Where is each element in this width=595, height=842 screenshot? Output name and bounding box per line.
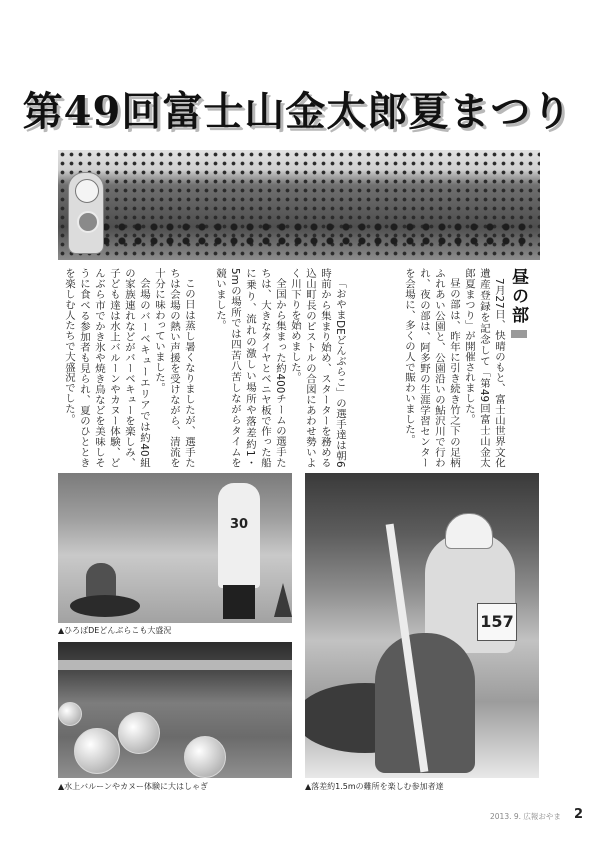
rafting-caption: ▲落差約1.5mの難所を楽しむ参加者達 [305,782,444,791]
water-balloon [118,712,160,754]
runner-bib-number: 30 [229,517,249,532]
rafter-bib-number: 157 [477,603,517,641]
water-balloon [74,728,120,774]
kintaro-mascot-figure [68,172,104,254]
bridge [58,660,292,670]
hiroba-caption: ▲ひろばDEどんぶらこも大盛況 [58,626,172,635]
traffic-cone [274,583,292,617]
runner-shorts [223,585,255,619]
issue-footer: 2013. 9. 広報おやま [490,812,561,821]
article-column-2 [197,268,347,468]
paragraph: 会場のバーベキューエリアでは約40組の家族連れなどがバーベキューを楽しみ、子ども達は水上バルーンやカヌー体験、どんぶら市でかき氷や焼き鳥などを美味しそうに食べる参加者も見られ、夏のひとときを楽しむ人たちで大盛況でした。 [63,268,150,468]
group-photo [58,150,540,260]
paragraph: 7月27日、快晴のもと、富士山世界文化遺産登録を記念して「第49回富士山金太郎夏まつり」が開催されました。 [463,268,505,468]
article-column-3 [56,268,196,468]
hiroba-photo [58,473,292,623]
balloon-caption: ▲水上バルーンやカヌー体験に大はしゃぎ [58,782,208,791]
helmet [445,513,493,549]
balloon-photo [58,642,292,778]
article-column-1 [356,268,506,468]
runner-figure [218,483,260,588]
section-heading: 昼の部 [508,268,528,325]
paragraph: 昼の部は、昨年に引き続き竹之下の足柄ふれあい公園と、公園沿いの鮎沢川で行われ、夜の部は、阿多野の生涯学習センターを会場に、多くの人で賑わいました。 [403,268,460,468]
paragraph: 「おやまDEどんぶらこ」の選手達は朝6時前から集まり始め、スターターを務める込山町長のピストルの合図にあわせ勢いよく川下りを始めました。 [289,268,346,468]
article-title: 第49回富士山金太郎夏まつり [22,88,573,135]
rafting-photo [305,473,539,778]
paragraph: 全国から集まった約400チームの選手たちは、大きなタイヤとベニヤ板で作った船に乗り、流れの激しい場所や落差約1・5mの場所では四苦八苦しながらタイムを競いました。 [214,268,286,468]
tire-raft [70,595,140,617]
page-number: 2 [574,807,584,822]
front-row-people [98,220,530,250]
paragraph: この日は蒸し暑くなりましたが、選手たちは会場の熱い声援を受けながら、清流を十分に味わっていました。 [153,268,195,468]
water-balloon [58,702,82,726]
heading-accent-bar [511,330,527,338]
water-balloon [184,736,226,778]
